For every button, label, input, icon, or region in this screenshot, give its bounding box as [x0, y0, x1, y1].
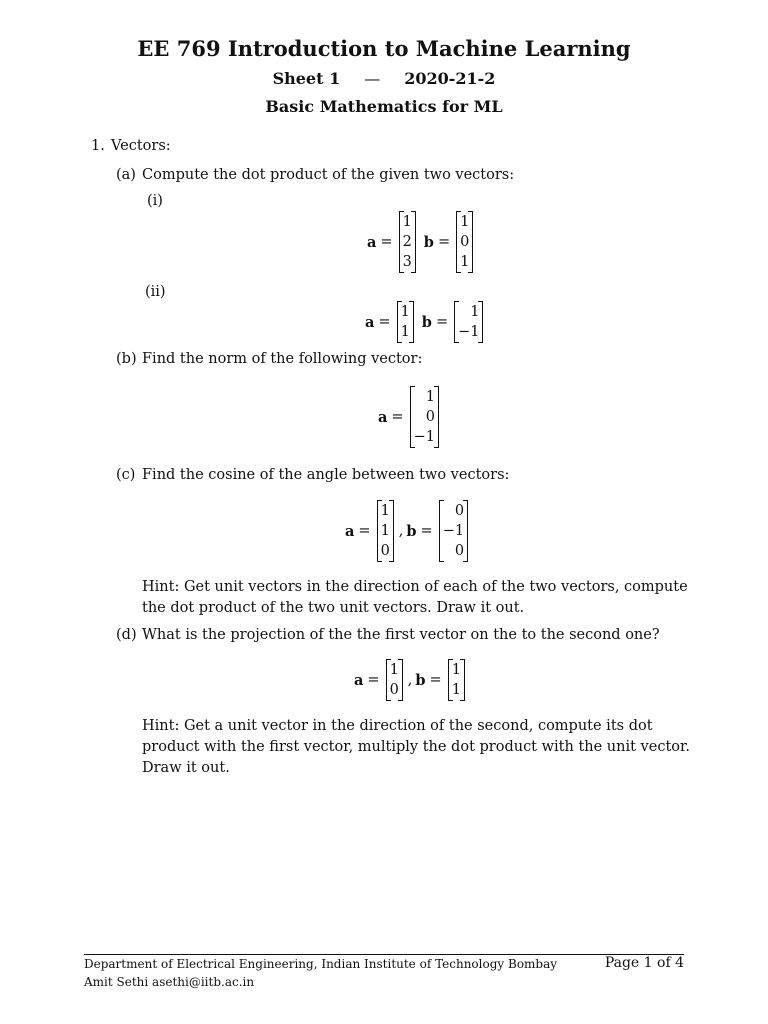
vector-entry: 0 — [454, 543, 465, 559]
vector-entry: 1 — [451, 682, 461, 698]
sheet-year: 2020-21-2 — [404, 69, 496, 88]
vector-entry: 1 — [425, 389, 435, 405]
part-d-hint: Hint: Get a unit vector in the direction of the second, compute its dot product with the first vector, multiply the dot product with the unit vector. Draw it out. — [142, 718, 690, 776]
sheet-dash: — — [364, 69, 381, 88]
vector-entry: 1 — [380, 523, 390, 539]
equals-sign: = — [380, 234, 393, 250]
vector-entry: 1 — [402, 214, 412, 230]
vector-b-symbol: b — [421, 313, 432, 331]
vector-entry: 1 — [451, 662, 461, 678]
vector-c-b — [439, 500, 468, 562]
vector-b-ii — [454, 301, 483, 343]
vector-entry: 0 — [380, 543, 390, 559]
sheet-line — [0, 69, 768, 88]
part-c-hint: Hint: Get unit vectors in the direction of each of the two vectors, compute the dot product of the two unit vectors. Draw it out. — [142, 579, 688, 616]
page-number: Page 1 of 4 — [604, 955, 684, 971]
vector-entry: 1 — [389, 662, 399, 678]
vector-entry: 0 — [389, 682, 399, 698]
equation-a-ii — [365, 301, 485, 343]
part-d-text: What is the projection of the the first vector on the to the second one? — [142, 627, 660, 643]
vector-b-norm — [410, 386, 439, 448]
equals-sign: = — [435, 314, 449, 330]
equals-sign: = — [429, 672, 442, 688]
vector-a-symbol: a — [345, 522, 355, 540]
vector-entry: 1 — [470, 304, 480, 320]
footer-rule — [84, 954, 684, 955]
vector-a-symbol: a — [367, 233, 377, 251]
equals-sign: = — [437, 234, 451, 250]
part-a-ii-label: (ii) — [145, 284, 166, 300]
vector-entry: 3 — [402, 254, 412, 270]
vector-entry: 1 — [460, 254, 470, 270]
vector-entry: −1 — [442, 523, 465, 539]
vector-a-i — [399, 211, 416, 273]
vector-d-a — [386, 659, 403, 701]
vector-c-a — [377, 500, 394, 562]
footer-department: Department of Electrical Engineering, Indian Institute of Technology Bombay — [84, 957, 558, 971]
equals-sign: = — [420, 523, 433, 539]
vector-b-i — [456, 211, 473, 273]
vector-a-symbol: a — [354, 671, 364, 689]
part-a-label: (a) — [116, 167, 136, 183]
vector-entry: 0 — [425, 409, 435, 425]
vector-entry: −1 — [413, 429, 435, 445]
equals-sign: = — [391, 409, 404, 425]
question-number: 1. — [91, 138, 105, 154]
part-c-label: (c) — [116, 467, 136, 483]
vector-entry: 2 — [402, 234, 412, 250]
vector-b-symbol: b — [406, 522, 417, 540]
vector-b-symbol: b — [423, 233, 434, 251]
part-b-text: Find the norm of the following vector: — [142, 351, 423, 367]
vector-entry: 1 — [400, 304, 410, 320]
part-a-i-label: (i) — [147, 193, 163, 209]
vector-entry: 1 — [460, 214, 470, 230]
vector-entry: 1 — [380, 503, 390, 519]
vector-a-symbol: a — [365, 313, 375, 331]
vector-entry: 0 — [460, 234, 470, 250]
vector-d-b — [448, 659, 465, 701]
part-d-label: (d) — [116, 627, 137, 643]
question-heading: Vectors: — [111, 138, 171, 154]
footer-author: Amit Sethi asethi@iitb.ac.in — [84, 975, 255, 989]
equation-a-i — [367, 211, 475, 273]
vector-entry: 1 — [400, 324, 410, 340]
equation-c — [345, 500, 470, 562]
vector-entry: 0 — [454, 503, 465, 519]
equals-sign: = — [358, 523, 371, 539]
vector-a-symbol: a — [378, 408, 388, 426]
sheet-label: Sheet 1 — [272, 69, 341, 88]
comma: , — [398, 523, 404, 539]
equation-b — [378, 386, 441, 448]
part-b-label: (b) — [116, 351, 137, 367]
vector-b-symbol: b — [415, 671, 426, 689]
vector-a-ii — [397, 301, 414, 343]
equals-sign: = — [367, 672, 380, 688]
page-title: EE 769 Introduction to Machine Learning — [137, 36, 631, 61]
vector-entry: −1 — [458, 324, 480, 340]
page-subtitle: Basic Mathematics for ML — [265, 97, 503, 116]
part-c-text: Find the cosine of the angle between two vectors: — [142, 467, 510, 483]
part-a-text: Compute the dot product of the given two vectors: — [142, 167, 515, 183]
comma: , — [407, 672, 413, 688]
equation-d — [354, 659, 467, 701]
equals-sign: = — [378, 314, 391, 330]
